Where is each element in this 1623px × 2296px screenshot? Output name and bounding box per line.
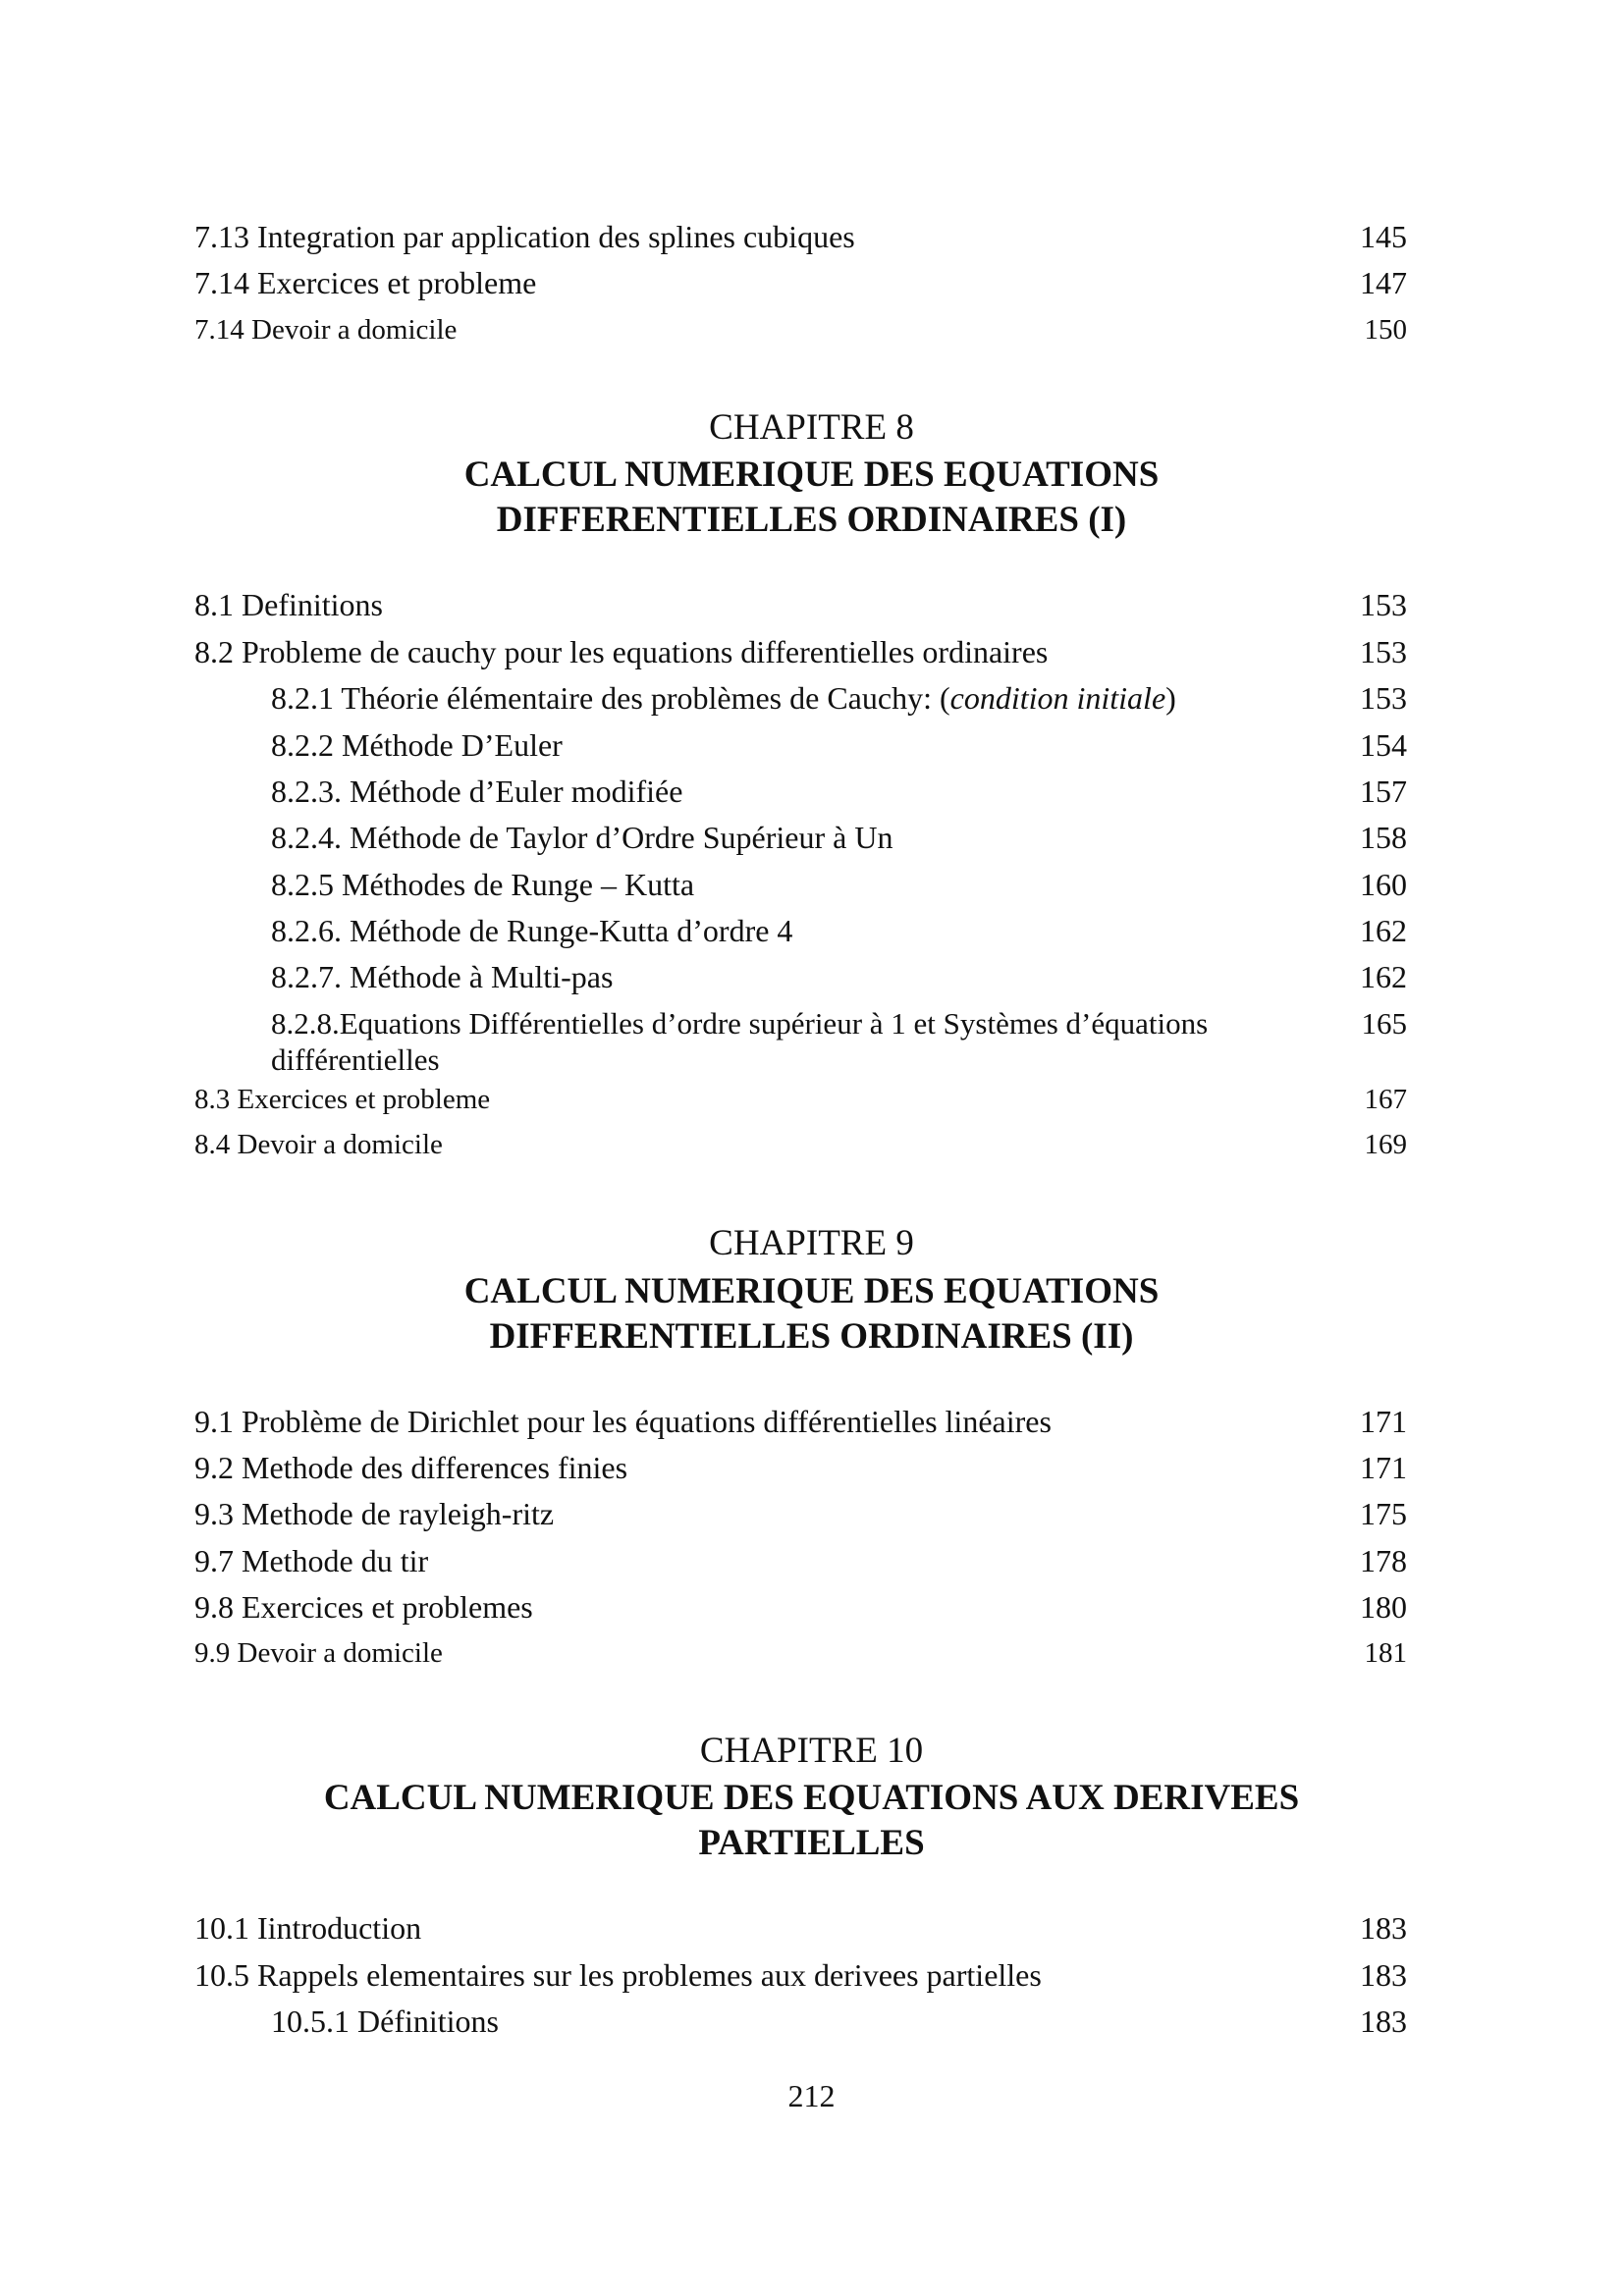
entry-label: 8.1 Definitions bbox=[194, 587, 383, 622]
toc-entry bbox=[194, 1635, 1407, 1671]
toc-entry bbox=[194, 1956, 1407, 1994]
entry-label: 8.2.8.Equations Différentielles d’ordre supérieur à 1 et Systèmes d’équations différentielles bbox=[271, 1005, 1328, 1078]
entry-label: 7.14 Exercices et probleme bbox=[194, 265, 537, 300]
entry-page: 165 bbox=[1361, 1006, 1407, 1041]
entry-page: 183 bbox=[1360, 2003, 1407, 2039]
entry-label: 10.1 Iintroduction bbox=[194, 1910, 422, 1946]
entry-page: 162 bbox=[1360, 959, 1407, 994]
entry-label: 8.4 Devoir a domicile bbox=[194, 1129, 443, 1160]
entry-page: 157 bbox=[1360, 774, 1407, 809]
entry-page: 169 bbox=[1364, 1129, 1407, 1160]
toc-entry bbox=[194, 312, 1407, 347]
entry-page: 145 bbox=[1360, 219, 1407, 254]
entry-label: 8.2 Probleme de cauchy pour les equations differentielles ordinaires bbox=[194, 634, 1049, 669]
toc-entry bbox=[271, 958, 1407, 995]
entry-page: 153 bbox=[1360, 587, 1407, 622]
entry-label: 10.5.1 Définitions bbox=[271, 2003, 499, 2039]
toc-entry bbox=[271, 726, 1407, 764]
toc-entry bbox=[271, 866, 1407, 903]
entry-label: 8.2.2 Méthode D’Euler bbox=[271, 727, 563, 763]
entry-page: 158 bbox=[1360, 820, 1407, 855]
entry-page: 181 bbox=[1364, 1637, 1407, 1669]
toc-entry bbox=[194, 1542, 1407, 1579]
entry-page: 162 bbox=[1360, 913, 1407, 948]
entry-label: 7.13 Integration par application des splines cubiques bbox=[194, 219, 855, 254]
toc-entry bbox=[271, 819, 1407, 856]
entry-label: 8.2.4. Méthode de Taylor d’Ordre Supérieur à Un bbox=[271, 820, 893, 855]
entry-page: 183 bbox=[1360, 1957, 1407, 1993]
toc-entry bbox=[271, 1005, 1407, 1078]
toc-entry bbox=[271, 773, 1407, 810]
toc-entry bbox=[194, 633, 1407, 670]
chapter-title-line: CALCUL NUMERIQUE DES EQUATIONS AUX DERIVEES bbox=[323, 1778, 1300, 1818]
entry-label: 10.5 Rappels elementaires sur les problemes aux derivees partielles bbox=[194, 1957, 1042, 1993]
toc-entry bbox=[194, 1909, 1407, 1947]
chapter-title-line: DIFFERENTIELLES ORDINAIRES (II) bbox=[489, 1316, 1134, 1357]
entry-page: 171 bbox=[1360, 1450, 1407, 1485]
chapter-heading: CHAPITRE 8 bbox=[709, 407, 914, 448]
toc-entry bbox=[194, 1449, 1407, 1486]
toc-entry bbox=[194, 1127, 1407, 1162]
entry-label: 9.1 Problème de Dirichlet pour les équations différentielles linéaires bbox=[194, 1404, 1052, 1439]
chapter-heading: CHAPITRE 10 bbox=[699, 1731, 924, 1771]
entry-page: 153 bbox=[1360, 634, 1407, 669]
toc-entry bbox=[194, 1403, 1407, 1440]
entry-page: 183 bbox=[1360, 1910, 1407, 1946]
entry-page: 153 bbox=[1360, 680, 1407, 716]
entry-label: 8.2.3. Méthode d’Euler modifiée bbox=[271, 774, 683, 809]
entry-label: 8.2.1 Théorie élémentaire des problèmes de Cauchy: (condition initiale) bbox=[271, 680, 1176, 716]
entry-page: 150 bbox=[1364, 314, 1407, 346]
chapter-heading: CHAPITRE 9 bbox=[709, 1223, 914, 1263]
entry-page: 147 bbox=[1360, 265, 1407, 300]
entry-label: 9.9 Devoir a domicile bbox=[194, 1637, 443, 1669]
entry-page: 171 bbox=[1360, 1404, 1407, 1439]
entry-page: 160 bbox=[1360, 867, 1407, 902]
entry-page: 154 bbox=[1360, 727, 1407, 763]
toc-entry bbox=[194, 218, 1407, 255]
entry-label: 9.3 Methode de rayleigh-ritz bbox=[194, 1496, 555, 1531]
entry-label: 8.3 Exercices et probleme bbox=[194, 1084, 491, 1115]
toc-entry bbox=[271, 679, 1407, 717]
entry-label-continued: différentielles bbox=[271, 1042, 440, 1077]
entry-label: 9.2 Methode des differences finies bbox=[194, 1450, 628, 1485]
chapter-title-line: CALCUL NUMERIQUE DES EQUATIONS bbox=[463, 454, 1160, 495]
entry-page: 178 bbox=[1360, 1543, 1407, 1578]
entry-label: 9.7 Methode du tir bbox=[194, 1543, 429, 1578]
toc-entry bbox=[194, 264, 1407, 301]
page-number: 212 bbox=[787, 2078, 836, 2113]
chapter-title-line: DIFFERENTIELLES ORDINAIRES (I) bbox=[496, 500, 1127, 540]
chapter-title-line: PARTIELLES bbox=[698, 1823, 925, 1863]
entry-label: 8.2.7. Méthode à Multi-pas bbox=[271, 959, 614, 994]
toc-entry bbox=[194, 1082, 1407, 1117]
entry-label: 8.2.5 Méthodes de Runge – Kutta bbox=[271, 867, 695, 902]
entry-label: 7.14 Devoir a domicile bbox=[194, 314, 458, 346]
toc-entry bbox=[194, 1495, 1407, 1532]
entry-label: 8.2.6. Méthode de Runge-Kutta d’ordre 4 bbox=[271, 913, 793, 948]
entry-page: 167 bbox=[1364, 1084, 1407, 1115]
entry-page: 175 bbox=[1360, 1496, 1407, 1531]
entry-label: 9.8 Exercices et problemes bbox=[194, 1589, 533, 1625]
entry-page: 180 bbox=[1360, 1589, 1407, 1625]
toc-entry bbox=[271, 912, 1407, 949]
chapter-title-line: CALCUL NUMERIQUE DES EQUATIONS bbox=[463, 1271, 1160, 1311]
toc-entry bbox=[194, 586, 1407, 623]
toc-entry bbox=[271, 2002, 1407, 2040]
toc-entry bbox=[194, 1588, 1407, 1626]
entry-label-italic: condition initiale bbox=[949, 680, 1166, 716]
